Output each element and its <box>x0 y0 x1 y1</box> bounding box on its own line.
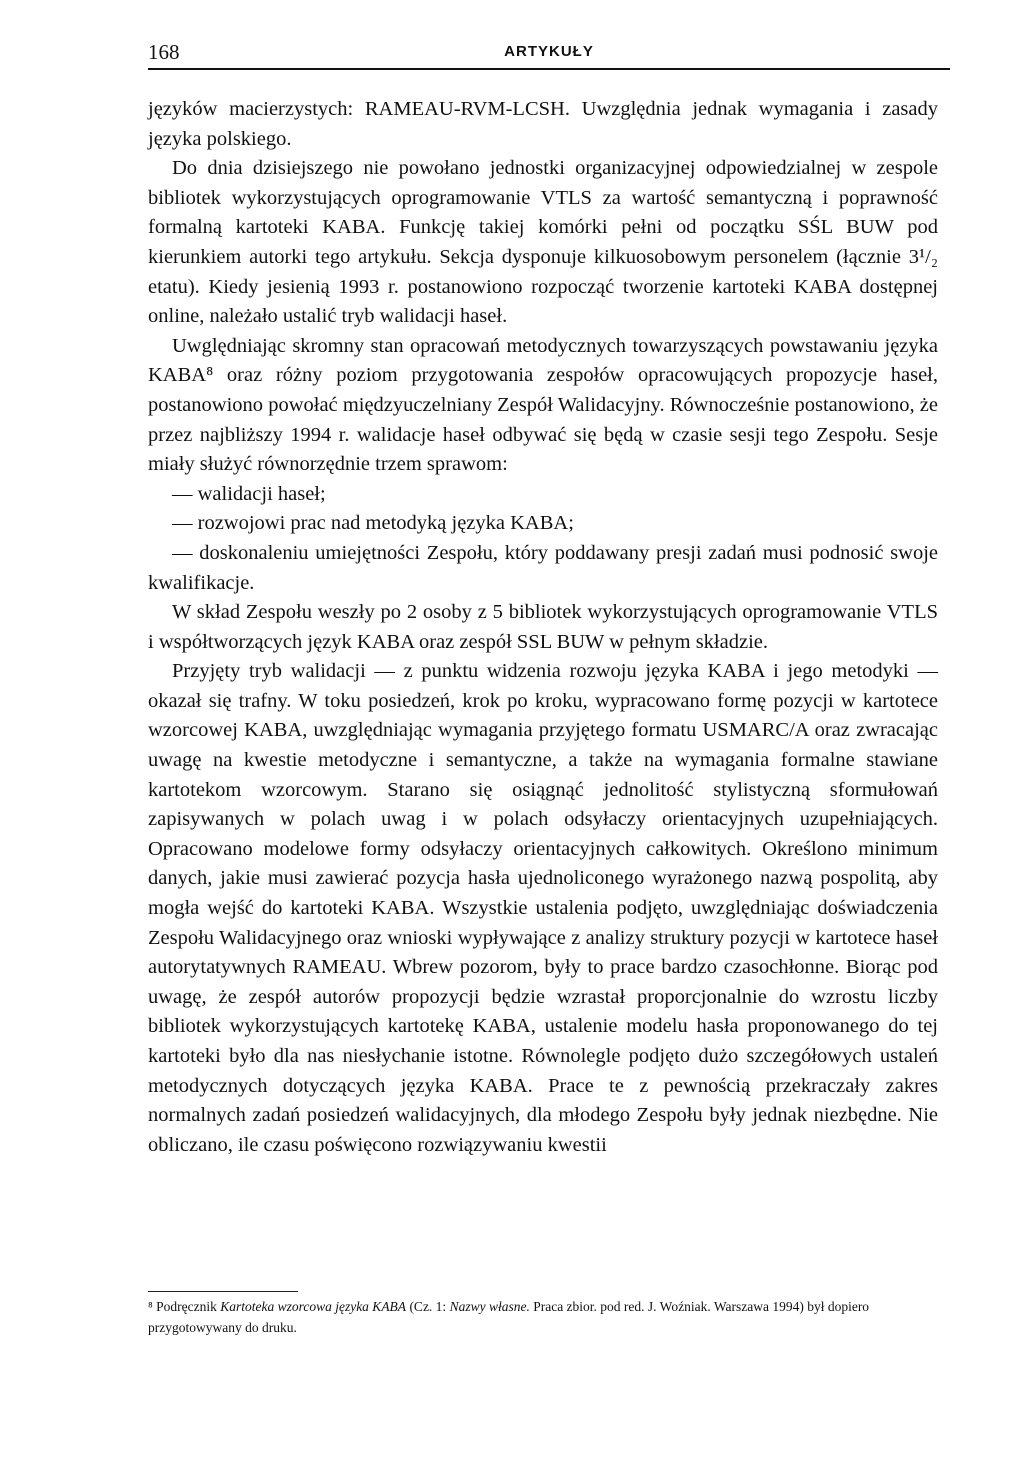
footnote-marker: ⁸ <box>148 1299 153 1314</box>
footnote-rest: Praca zbior. pod red. J. Woźniak. Warszawa 1994) był dopiero przygotowywany do druku. <box>148 1299 870 1335</box>
list-item: — walidacji haseł; <box>172 482 326 505</box>
footnote <box>148 1296 938 1338</box>
footnote-title: Kartoteka wzorcowa języka KABA <box>220 1299 407 1314</box>
list-item: — rozwojowi prac nad metodyką języka KABA; <box>172 512 574 535</box>
footnote-part-title: Nazwy własne. <box>449 1299 530 1314</box>
page-header <box>148 34 950 70</box>
footnote-lead: Podręcznik <box>152 1299 221 1314</box>
paragraph: Uwględniając skromny stan opracowań metodycznych towarzyszących powstawaniu języka KABA⁸ oraz różny poziom przygotowania zespołów opracowujących propozycje haseł, postanowiono powołać międzyuczelniany Zespół Walidacyjny. Równocześnie postanowiono, że przez najbliższy 1994 r. walidacje haseł odbywać się będą w czasie sesji tego Zespołu. Sesje miały służyć równorzędnie trzem sprawom: <box>148 334 938 476</box>
footnote-part: (Cz. 1: <box>406 1299 450 1314</box>
list-item: — doskonaleniu umiejętności Zespołu, który poddawany presji zadań musi podnosić swoje kwalifikacje. <box>148 541 938 594</box>
page-number: 168 <box>148 40 180 64</box>
paragraph: Przyjęty tryb walidacji — z punktu widzenia rozwoju języka KABA i jego metodyki — okazał się trafny. W toku posiedzeń, krok po kroku, wypracowano formę pozycji w kartotece wzorcowej KABA, uwzględniając wymagania przyjętego formatu USMARC/A oraz zwracając uwagę na kwestie metodyczne i semantyczne, a także na wymagania formalne stawiane kartotekom wzorcowym. Starano się osiągnąć jednolitość stylistyczną sformułowań zapisywanych w polach uwag i w polach odsyłaczy orientacyjnych uzupełniających. Opracowano modelowe formy odsyłaczy orientacyjnych całkowitych. Określono minimum danych, jakie musi zawierać pozycja hasła ujednoliconego wyrażonego nazwą pospolitą, aby mogła wejść do kartoteki KABA. Wszystkie ustalenia podjęto, uwzględniając doświadczenia Zespołu Walidacyjnego oraz wnioski wypływające z analizy struktury pozycji w kartotece haseł autorytatywnych RAMEAU. Wbrew pozorom, były to prace bardzo czasochłonne. Biorąc pod uwagę, że zespół autorów propozycji będzie wzrastał proporcjonalnie do wzrostu liczby bibliotek wykorzystujących kartotekę KABA, ustalenie modelu hasła proponowanego do tej kartoteki było dla nas niesłychanie istotne. Równolegle podjęto dużo szczegółowych ustaleń metodycznych dotyczących języka KABA. Prace te z pewnością przekraczały zakres normalnych zadań posiedzeń walidacyjnych, dla młodego Zespołu były jednak niezbędne. Nie obliczano, ile czasu poświęcono rozwiązywaniu kwestii <box>148 660 938 1156</box>
paragraph: W skład Zespołu weszły po 2 osoby z 5 bibliotek wykorzystujących oprogramowanie VTLS i współtworzących język KABA oraz zespół SSL BUW w pełnym składzie. <box>148 601 938 653</box>
footnote-divider <box>148 1291 298 1292</box>
paragraph: Do dnia dzisiejszego nie powołano jednostki organizacyjnej odpowiedzialnej w zespole bibliotek wykorzystujących oprogramowanie VTLS za wartość semantyczną i poprawność formalną kartoteki KABA. Funkcję takiej komórki pełni od początku SŚL BUW pod kierunkiem autorki tego artykułu. Sekcja dysponuje kilkuosobowym personelem (łącznie 3¹/₂ etatu). Kiedy jesienią 1993 r. postanowiono rozpocząć tworzenie kartoteki KABA dostępnej online, należało ustalić tryb walidacji haseł. <box>148 157 938 328</box>
article-body <box>148 95 938 1160</box>
paragraph: języków macierzystych: RAMEAU-RVM-LCSH. Uwzględnia jednak wymagania i zasady języka polskiego. <box>148 98 938 150</box>
running-head: ARTYKUŁY <box>504 43 594 60</box>
